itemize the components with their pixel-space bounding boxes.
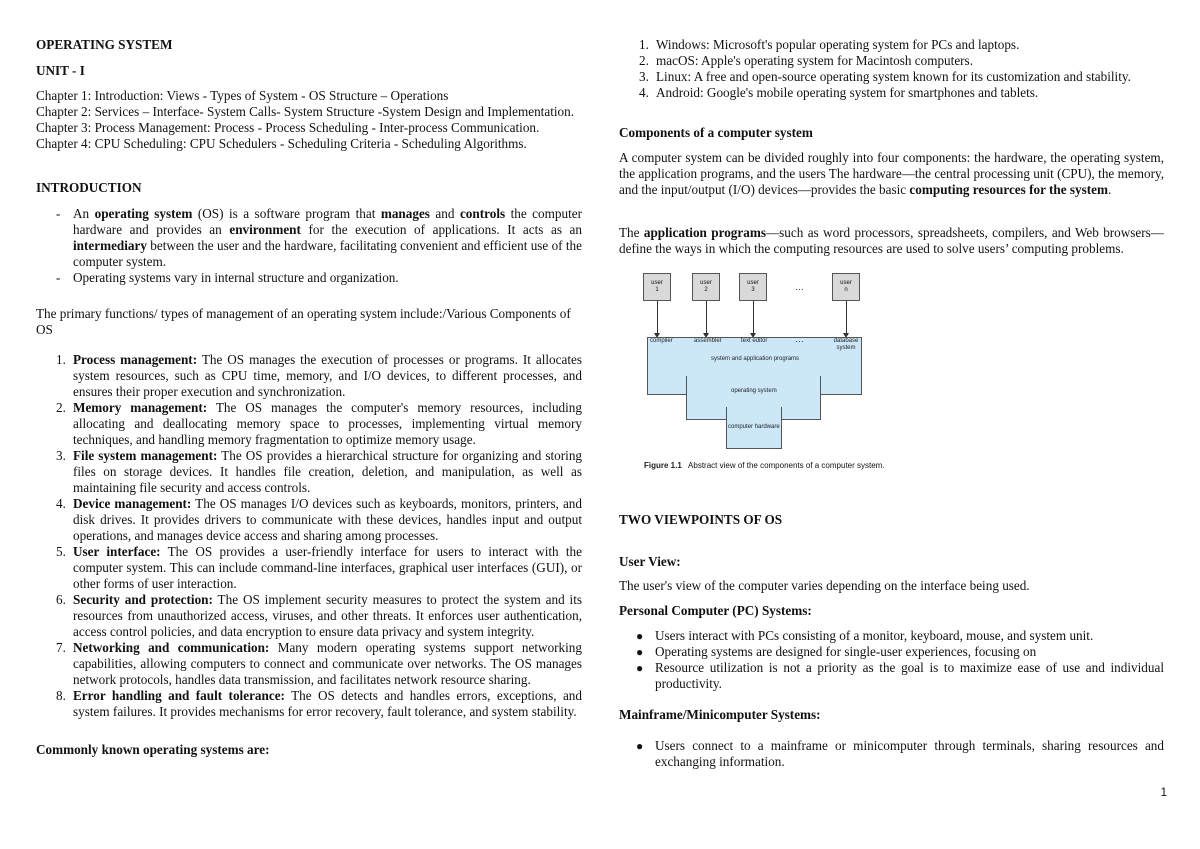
chapter-list xyxy=(36,88,582,152)
intro-list xyxy=(36,206,582,286)
bullet-icon: ● xyxy=(636,739,644,753)
program-label: database system xyxy=(833,338,859,351)
operating-system-label: operating system xyxy=(731,388,777,394)
list-item: 4. Android: Google's mobile operating system for smartphones and tablets. xyxy=(639,85,1039,100)
dash-bullet: - xyxy=(56,270,61,285)
list-item: ● Users connect to a mainframe or minicomputer through terminals, sharing resources and exchanging information. xyxy=(636,738,1164,769)
list-item: 2. Memory management: The OS manages the computer's memory resources, including allocating and deallocating memory space to processes, implementing virtual memory techniques, and handling memory fragmentation to optimize memory usage. xyxy=(56,400,582,447)
dash-bullet: - xyxy=(56,206,61,221)
page-number: 1 xyxy=(1160,787,1167,799)
user-view-text: The user's view of the computer varies depending on the interface being used. xyxy=(619,578,1030,593)
bullet-icon: ● xyxy=(636,629,644,643)
unit-heading: UNIT - I xyxy=(36,63,85,78)
list-item: 3. File system management: The OS provides a hierarchical structure for organizing and storing files on storage devices. It handles file creation, deletion, and manipulation, as well as maintaining file security and access controls. xyxy=(56,448,583,495)
user-box: user 1 xyxy=(643,273,671,301)
components-heading: Components of a computer system xyxy=(619,125,813,140)
system-programs-label: system and application programs xyxy=(711,356,800,362)
bullet-icon: ● xyxy=(636,645,644,659)
chapter-line: Chapter 3: Process Management: Process - Process Scheduling - Inter-process Communication. xyxy=(36,120,540,135)
list-item: ● Resource utilization is not a priority as the goal is to maximize ease of use and individual productivity. xyxy=(636,660,1164,691)
list-item: ● Users interact with PCs consisting of a monitor, keyboard, mouse, and system unit. xyxy=(636,628,1094,643)
layer-join xyxy=(687,375,820,378)
list-item: 2. macOS: Apple's operating system for Macintosh computers. xyxy=(639,53,973,68)
functions-list xyxy=(36,352,582,720)
chapter-line: Chapter 1: Introduction: Views - Types of System - OS Structure – Operations xyxy=(36,88,449,103)
document-title: OPERATING SYSTEM xyxy=(36,37,173,52)
list-item: 6. Security and protection: The OS implement security measures to protect the system and its resources from unauthorized access, viruses, and other threats. It enforces user authentication, access control policies, and data encryption to ensure data privacy and system integrity. xyxy=(56,592,583,639)
components-paragraph: A computer system can be divided roughly into four components: the hardware, the operating system, the application programs, and the users The hardware—the central processing unit (CPU), the memory, and the input/output (I/O) devices—provides the basic computing resources for the system. xyxy=(619,150,1164,197)
two-viewpoints-heading: TWO VIEWPOINTS OF OS xyxy=(619,512,783,527)
list-item: 1. Process management: The OS manages the execution of processes or programs. It allocates system resources, such as CPU time, memory, and I/O devices, to different processes, and ensures their proper execution and synchronization. xyxy=(56,352,582,399)
list-item: 3. Linux: A free and open-source operating system known for its customization and stability. xyxy=(639,69,1131,84)
pc-systems-heading: Personal Computer (PC) Systems: xyxy=(619,603,812,618)
user-view-heading: User View: xyxy=(619,554,681,569)
user-box: user n xyxy=(832,273,860,301)
list-item: 4. Device management: The OS manages I/O devices such as keyboards, monitors, printers, and disk drives. It provides drivers to communicate with these devices, handles input and output operations, and manages device access and sharing among processes. xyxy=(56,496,582,543)
user-box: user 2 xyxy=(692,273,720,301)
list-item: 7. Networking and communication: Many modern operating systems support networking capabilities, allowing computers to connect and communicate over networks. The OS manages network protocols, handles data transmission, and facilitates network resource sharing. xyxy=(56,640,582,687)
arrow xyxy=(706,301,707,335)
arrow xyxy=(657,301,658,335)
layer-join xyxy=(727,406,781,420)
application-programs-paragraph: The application programs—such as word processors, spreadsheets, compilers, and Web browsers—define the ways in which the computing resources are used to solve users’ computing problems. xyxy=(619,225,1164,256)
list-item: ● Operating systems are designed for single-user experiences, focusing on xyxy=(636,644,1037,659)
chapter-line: Chapter 2: Services – Interface- System Calls- System Structure -System Design and Implementation. xyxy=(36,104,575,119)
introduction-heading: INTRODUCTION xyxy=(36,180,142,195)
users-ellipsis: … xyxy=(795,282,804,292)
os-list xyxy=(619,37,1164,101)
figure-computer-components xyxy=(619,271,885,476)
program-label: assembler xyxy=(694,338,722,344)
common-os-heading: Commonly known operating systems are: xyxy=(36,742,270,757)
pc-bullet-list xyxy=(619,628,1164,692)
chapter-line: Chapter 4: CPU Scheduling: CPU Schedulers - Scheduling Criteria - Scheduling Algorithms. xyxy=(36,136,527,151)
mainframe-heading: Mainframe/Minicomputer Systems: xyxy=(619,707,821,722)
list-item: 1. Windows: Microsoft's popular operating system for PCs and laptops. xyxy=(639,37,1020,52)
program-label: compiler xyxy=(650,338,673,344)
arrow xyxy=(753,301,754,335)
intro-item: - An operating system (OS) is a software program that manages and controls the computer hardware and provides an environment for the execution of applications. It acts as an intermediary between the user and the hardware, facilitating convenient and efficient use of the computer system. xyxy=(56,206,582,269)
programs-ellipsis: … xyxy=(795,334,804,344)
computer-hardware-label: computer hardware xyxy=(728,424,780,430)
user-box: user 3 xyxy=(739,273,767,301)
list-item: 5. User interface: The OS provides a user-friendly interface for users to interact with the computer system. This can include command-line interfaces, graphical user interfaces (GUI), or other forms of user interaction. xyxy=(56,544,582,591)
figure-caption: Figure 1.1 Abstract view of the components of a computer system. xyxy=(644,461,885,470)
list-item: 8. Error handling and fault tolerance: The OS detects and handles errors, exceptions, and system failures. It provides mechanisms for error recovery, fault tolerance, and system stability. xyxy=(56,688,582,719)
functions-intro: The primary functions/ types of management of an operating system include:/Various Components of OS xyxy=(36,306,571,337)
bullet-icon: ● xyxy=(636,661,644,675)
program-label: text editor xyxy=(741,338,768,344)
mainframe-bullet-list xyxy=(619,738,1164,770)
arrow xyxy=(846,301,847,335)
intro-item: - Operating systems vary in internal structure and organization. xyxy=(56,270,399,285)
